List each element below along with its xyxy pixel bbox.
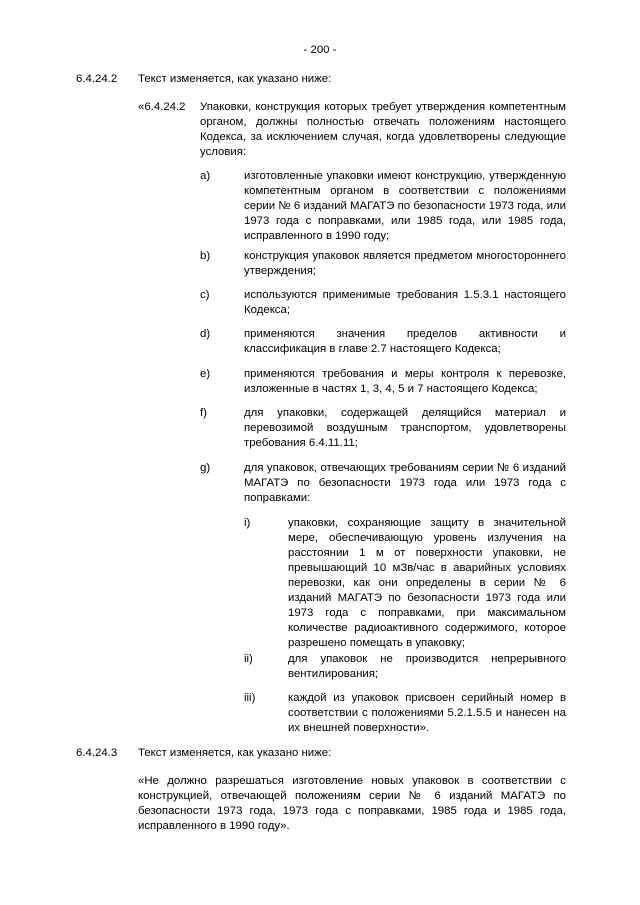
item-text: для упаковок, отвечающих требованиям серии № 6 изданий МАГАТЭ по безопасности 1973 года или 1973 года с поправками: bbox=[244, 462, 566, 504]
item-label: g) bbox=[200, 462, 211, 474]
item-label: a) bbox=[200, 170, 211, 182]
page-number: - 200 - bbox=[303, 44, 337, 56]
subitem-text: для упаковок не производится непрерывного вентилирования; bbox=[288, 653, 566, 680]
subitem-label: ii) bbox=[244, 653, 253, 665]
section-heading: Текст изменяется, как указано ниже: bbox=[138, 747, 332, 759]
item-text: применяются значения пределов активности и классификация в главе 2.7 настоящего Кодекса; bbox=[244, 328, 566, 355]
item-text: для упаковки, содержащей делящийся материал и перевозимой воздушным транспортом, удовлетворены требования 6.4.11.11; bbox=[244, 407, 566, 449]
item-label: e) bbox=[200, 368, 211, 380]
quote-paragraph: Упаковки, конструкция которых требует утверждения компетентным органом, должны полностью отвечать положениям настоящего Кодекса, за исключением случая, когда удовлетворены следующие условия: bbox=[200, 101, 566, 158]
section-number: 6.4.24.3 bbox=[76, 747, 118, 759]
item-text: изготовленные упаковки имеют конструкцию, утвержденную компетентным органом в соответствии с положениями серии № 6 изданий МАГАТЭ по безопасности 1973 года, или 1973 года с поправками, или 1985 года, или 1985 года, исправленного в 1990 году; bbox=[244, 170, 566, 242]
item-label: f) bbox=[200, 407, 207, 419]
item-text: применяются требования и меры контроля к перевозке, изложенные в частях 1, 3, 4, 5 и 7 настоящего Кодекса; bbox=[244, 368, 566, 395]
subitem-label: iii) bbox=[244, 692, 256, 704]
item-text: конструкция упаковок является предметом многостороннего утверждения; bbox=[244, 250, 566, 277]
item-label: d) bbox=[200, 328, 211, 340]
subitem-label: i) bbox=[244, 517, 251, 529]
item-label: c) bbox=[200, 289, 210, 301]
subitem-text: каждой из упаковок присвоен серийный номер в соответствии с положениями 5.2.1.5.5 и нанесен на их внешней поверхности». bbox=[288, 692, 566, 734]
item-label: b) bbox=[200, 250, 211, 262]
subitem-text: упаковки, сохраняющие защиту в значительной мере, обеспечивающую уровень излучения на расстоянии 1 м от поверхности упаковки, не превышающий 10 мЗв/час в аварийных условиях перевозки, как они определены в серии № 6 изданий МАГАТЭ по безопасности 1973 года или 1973 года с поправками, при максимальном количестве радиоактивного содержимого, которое разрешено помещать в упаковку; bbox=[288, 517, 566, 649]
quote-number: «6.4.24.2 bbox=[138, 101, 186, 113]
section-number: 6.4.24.2 bbox=[76, 73, 118, 85]
item-text: используются применимые требования 1.5.3.1 настоящего Кодекса; bbox=[244, 289, 566, 316]
quote-paragraph: «Не должно разрешаться изготовление новых упаковок в соответствии с конструкцией, отвечающей положениям серии № 6 изданий МАГАТЭ по безопасности 1973 года, 1973 года с поправками, 1985 года и 1985 года, исправленного в 1990 году». bbox=[138, 775, 566, 832]
section-heading: Текст изменяется, как указано ниже: bbox=[138, 73, 332, 85]
